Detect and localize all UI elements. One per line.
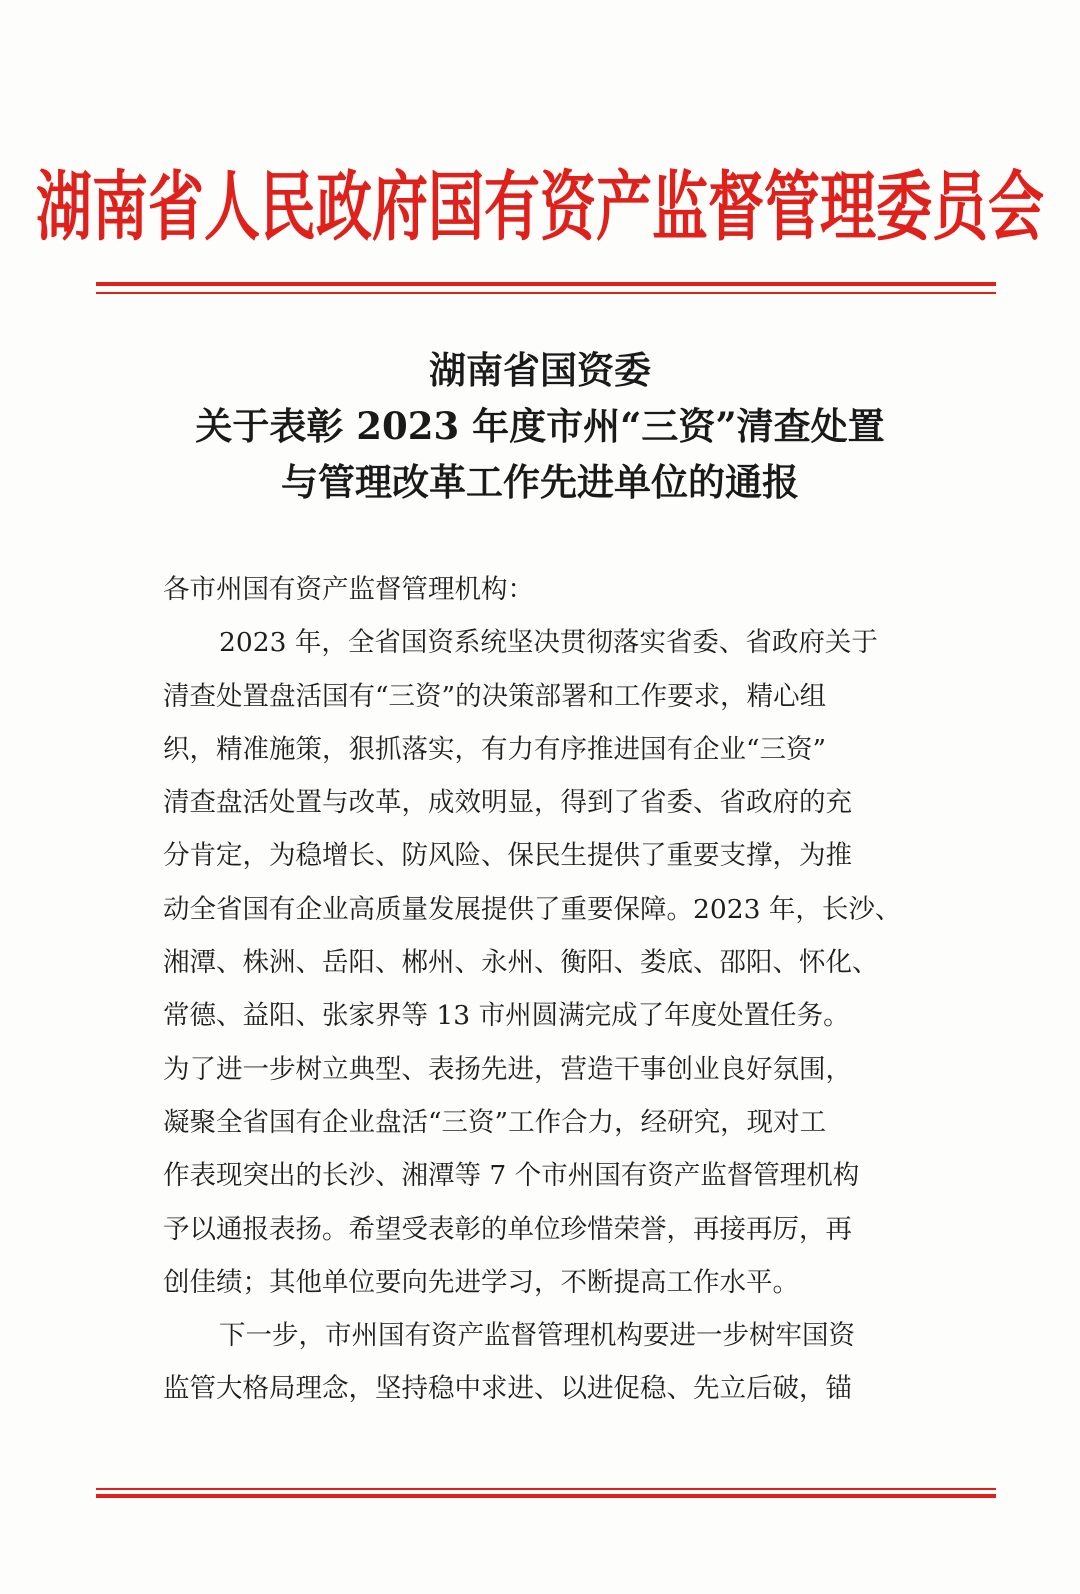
footer-rule-thin xyxy=(96,1488,996,1490)
letterhead-org-name: 湖南省人民政府国有资产监督管理委员会 xyxy=(36,162,1044,253)
body-line: 为了进一步树立典型、表扬先进，营造干事创业良好氛围， xyxy=(163,1053,852,1085)
body-line: 监管大格局理念，坚持稳中求进、以进促稳、先立后破，锚 xyxy=(163,1373,852,1405)
body-line: 创佳绩；其他单位要向先进学习，不断提高工作水平。 xyxy=(163,1266,799,1298)
body-line: 织，精准施策，狠抓落实，有力有序推进国有企业“三资” xyxy=(163,733,827,765)
body-line: 分肯定，为稳增长、防风险、保民生提供了重要支撑，为推 xyxy=(163,840,852,872)
document-title xyxy=(0,342,1080,510)
letterhead-rule-thin xyxy=(96,292,996,294)
title-line-2: 关于表彰 2023 年度市州“三资”清查处置 xyxy=(195,404,885,448)
body-line: 2023 年，全省国资系统坚决贯彻落实省委、省政府关于 xyxy=(219,627,878,659)
salutation: 各市州国有资产监督管理机构： xyxy=(163,574,534,605)
body-line: 动全省国有企业高质量发展提供了重要保障。2023 年，长沙、 xyxy=(163,893,902,925)
document-body xyxy=(163,563,923,1416)
body-line: 清查盘活处置与改革，成效明显，得到了省委、省政府的充 xyxy=(163,787,852,819)
letterhead-rule-thick xyxy=(96,282,996,286)
body-line: 予以通报表扬。希望受表彰的单位珍惜荣誉，再接再厉，再 xyxy=(163,1213,852,1245)
title-line-3: 与管理改革工作先进单位的通报 xyxy=(281,460,799,504)
body-line: 作表现突出的长沙、湘潭等 7 个市州国有资产监督管理机构 xyxy=(163,1160,860,1192)
footer-rule-thick xyxy=(96,1494,996,1498)
body-line: 清查处置盘活国有“三资”的决策部署和工作要求，精心组 xyxy=(163,680,827,712)
body-line: 常德、益阳、张家界等 13 市州圆满完成了年度处置任务。 xyxy=(163,1000,850,1032)
title-line-1: 湖南省国资委 xyxy=(429,348,651,392)
body-line: 下一步，市州国有资产监督管理机构要进一步树牢国资 xyxy=(219,1320,855,1352)
body-line: 凝聚全省国有企业盘活“三资”工作合力，经研究，现对工 xyxy=(163,1106,827,1138)
body-line: 湘潭、株洲、岳阳、郴州、永州、衡阳、娄底、邵阳、怀化、 xyxy=(163,947,879,979)
